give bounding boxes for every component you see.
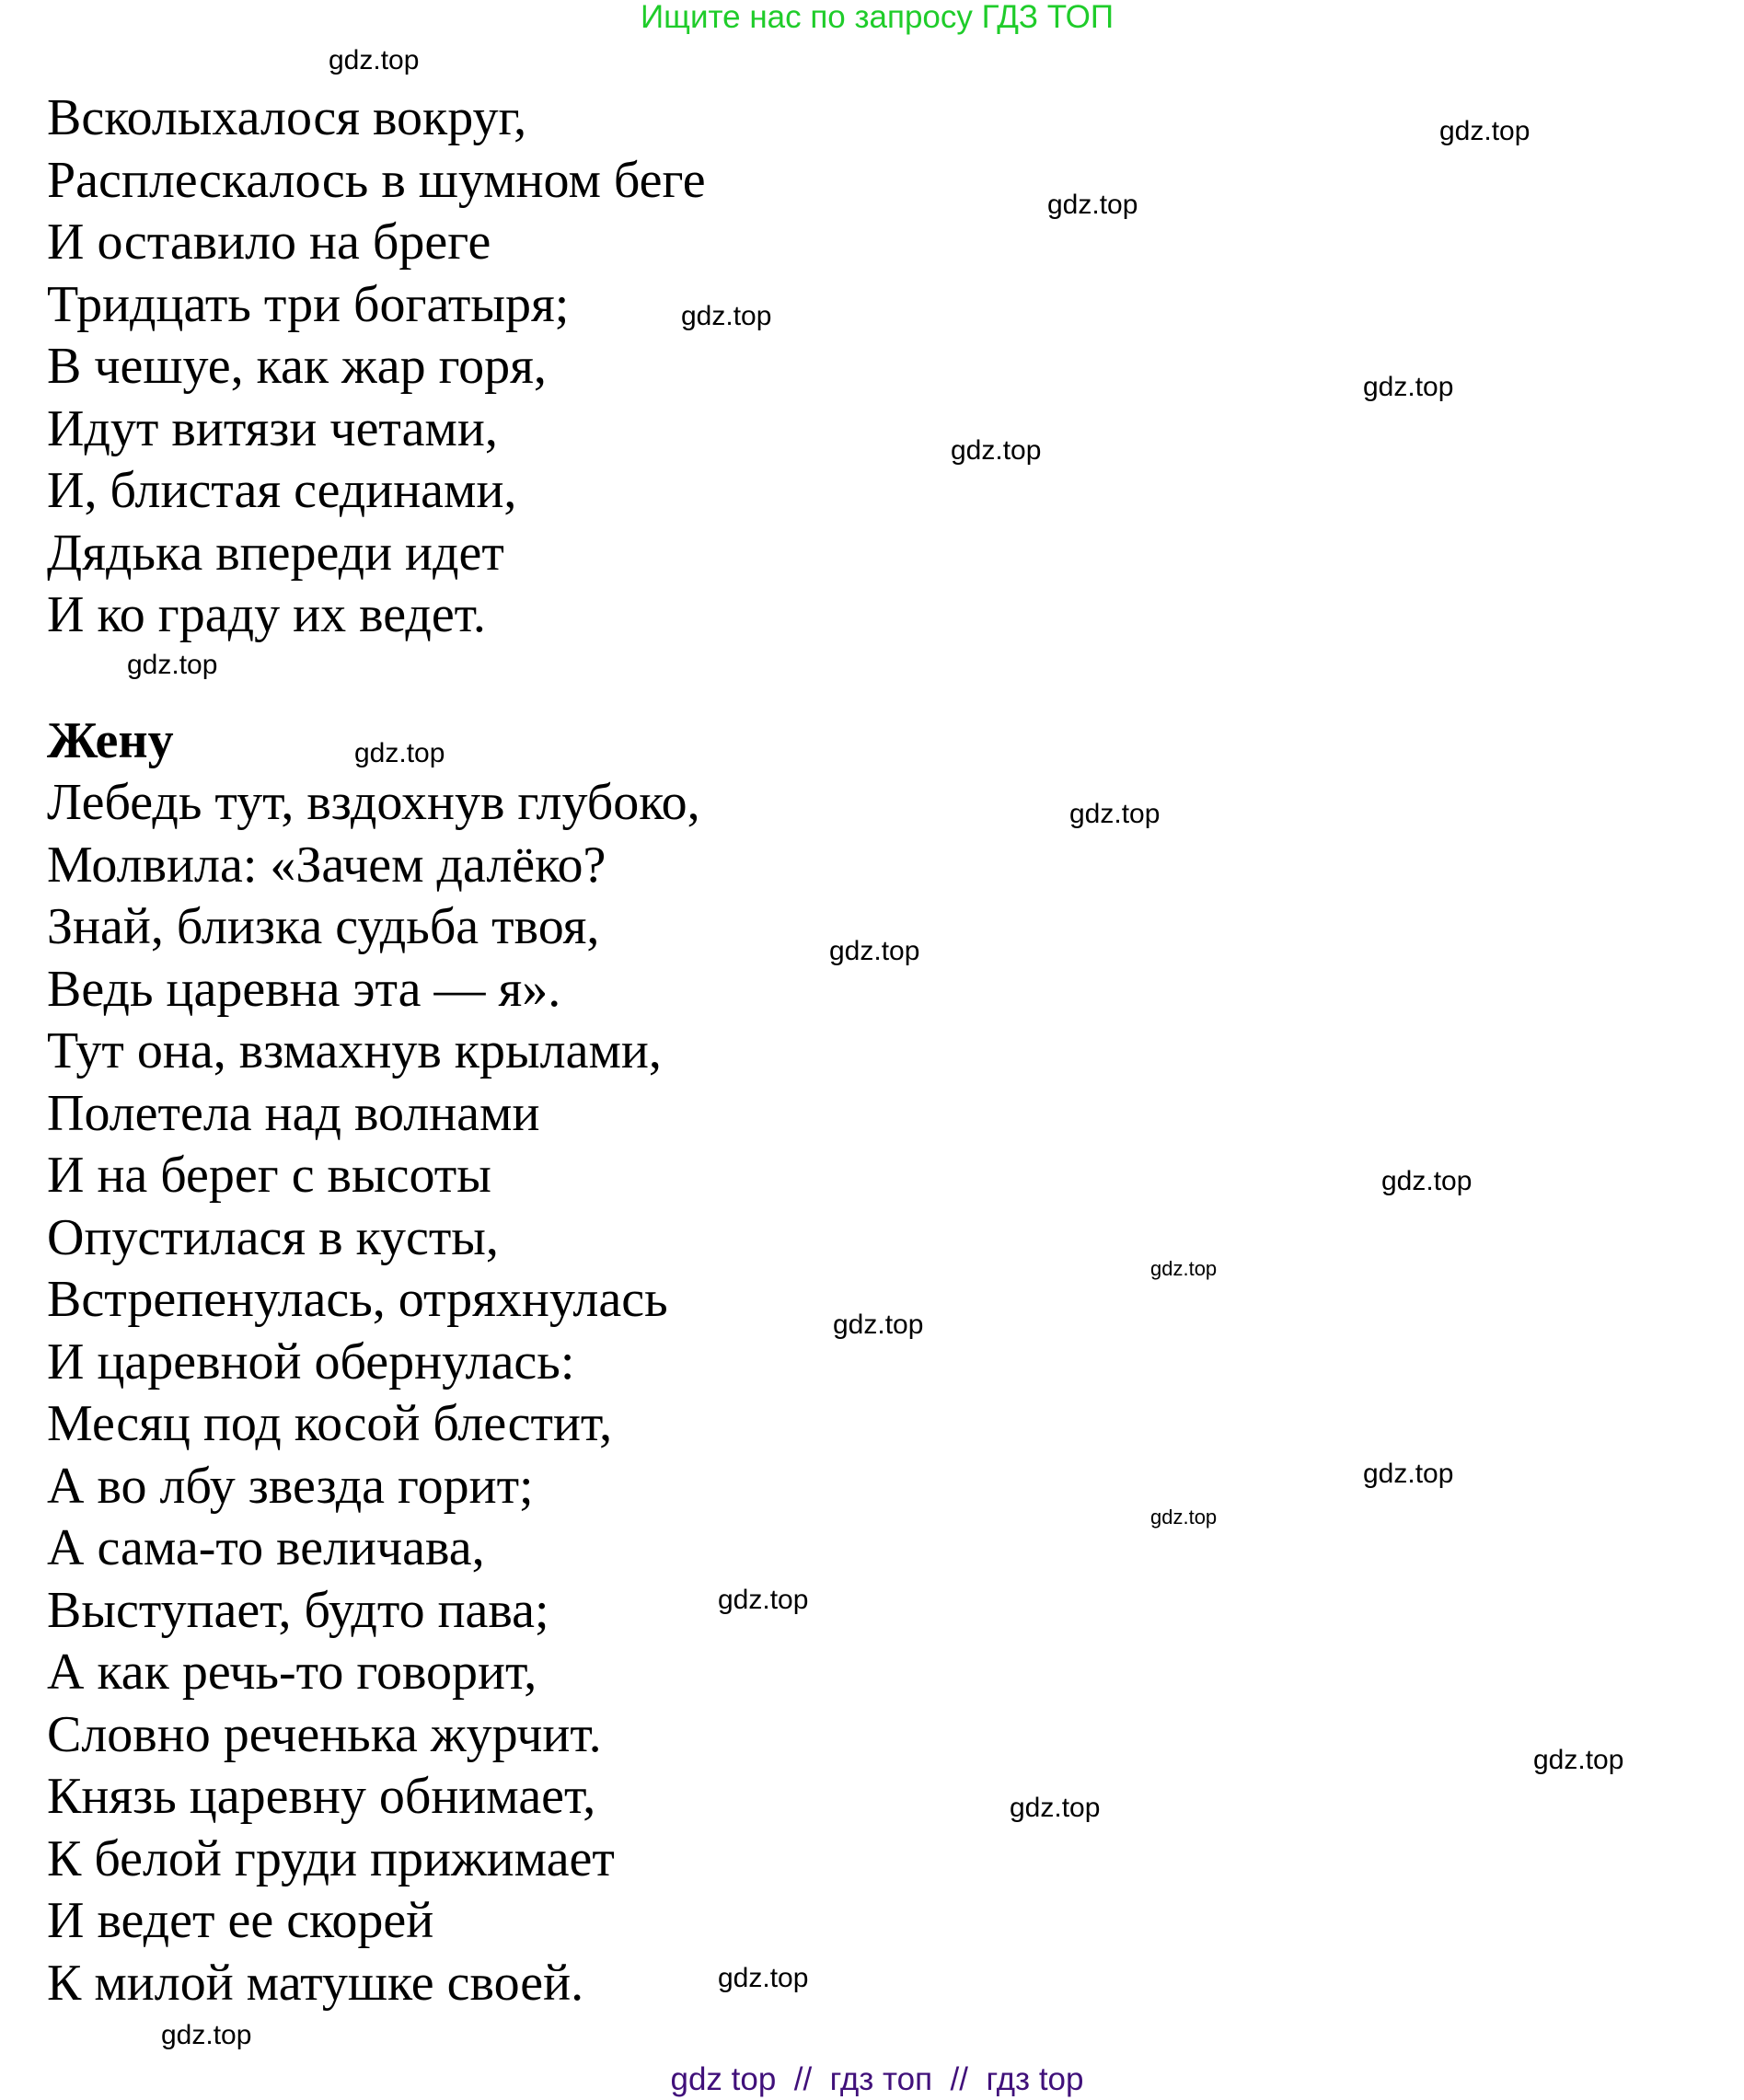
poem-line: И, блистая сединами, [47, 462, 517, 519]
poem-line: А во лбу звезда горит; [47, 1457, 534, 1515]
poem-line: Молвила: «Зачем далёко? [47, 836, 606, 894]
poem-line: Месяц под косой блестит, [47, 1395, 613, 1452]
footer-watermark: gdz top // гдз топ // гдз top [670, 2061, 1084, 2097]
poem-line: А как речь-то говорит, [47, 1644, 537, 1701]
poem-line: Идут витязи четами, [47, 399, 498, 457]
poem-line: Словно реченька журчит. [47, 1705, 602, 1763]
watermark-label: gdz.top [1363, 372, 1454, 402]
watermark-label: gdz.top [1439, 116, 1530, 146]
poem-line: К милой матушке своей. [47, 1954, 584, 2012]
poem-line: И оставило на бреге [47, 213, 491, 271]
poem-line: Дядька впереди идет [47, 524, 504, 582]
search-banner: Ищите нас по запросу ГДЗ ТОП [641, 0, 1114, 35]
poem-line: Знай, близка судьба твоя, [47, 898, 600, 955]
poem-line: Полетела над волнами [47, 1084, 540, 1142]
watermark-label: gdz.top [718, 1585, 809, 1615]
poem-line: Тут она, взмахнув крылами, [47, 1022, 662, 1079]
poem-line: Лебедь тут, вздохнув глубоко, [47, 774, 700, 831]
watermark-label: gdz.top [1533, 1745, 1624, 1775]
poem-line: Расплескалось в шумном беге [47, 151, 706, 209]
watermark-label: gdz.top [161, 2020, 252, 2050]
watermark-label: gdz.top [833, 1310, 924, 1340]
watermark-label: gdz.top [1150, 1257, 1218, 1280]
poem-line: Тридцать три богатыря; [47, 275, 570, 333]
poem-line: Опустилася в кусты, [47, 1208, 499, 1266]
watermark-label: gdz.top [354, 738, 445, 768]
watermark-label: gdz.top [1381, 1166, 1473, 1196]
watermark-label: gdz.top [1150, 1506, 1218, 1529]
poem-line: Выступает, будто пава; [47, 1581, 549, 1639]
poem-line: Встрепенулась, отряхнулась [47, 1271, 668, 1328]
watermark-label: gdz.top [127, 650, 218, 680]
section-heading: Жену [47, 712, 174, 769]
poem-line: И ведет ее скорей [47, 1892, 434, 1949]
poem-line: К белой груди прижимает [47, 1829, 615, 1887]
poem-line: И царевной обернулась: [47, 1333, 575, 1390]
watermark-label: gdz.top [951, 435, 1042, 466]
poem-line: И ко граду их ведет. [47, 586, 486, 643]
poem-line: А сама-то величава, [47, 1519, 485, 1576]
poem-line: В чешуе, как жар горя, [47, 338, 547, 395]
watermark-label: gdz.top [718, 1963, 809, 1993]
watermark-label: gdz.top [829, 936, 920, 966]
watermark-label: gdz.top [1047, 190, 1138, 220]
poem-line: И на берег с высоты [47, 1147, 491, 1204]
poem-line: Ведь царевна эта — я». [47, 960, 561, 1018]
poem-line: Всколыхалося вокруг, [47, 89, 527, 146]
watermark-label: gdz.top [1363, 1459, 1454, 1489]
watermark-label: gdz.top [681, 301, 772, 331]
watermark-label: gdz.top [1069, 799, 1161, 829]
watermark-label: gdz.top [1010, 1793, 1101, 1823]
poem-line: Князь царевну обнимает, [47, 1768, 596, 1825]
watermark-label: gdz.top [329, 45, 420, 75]
